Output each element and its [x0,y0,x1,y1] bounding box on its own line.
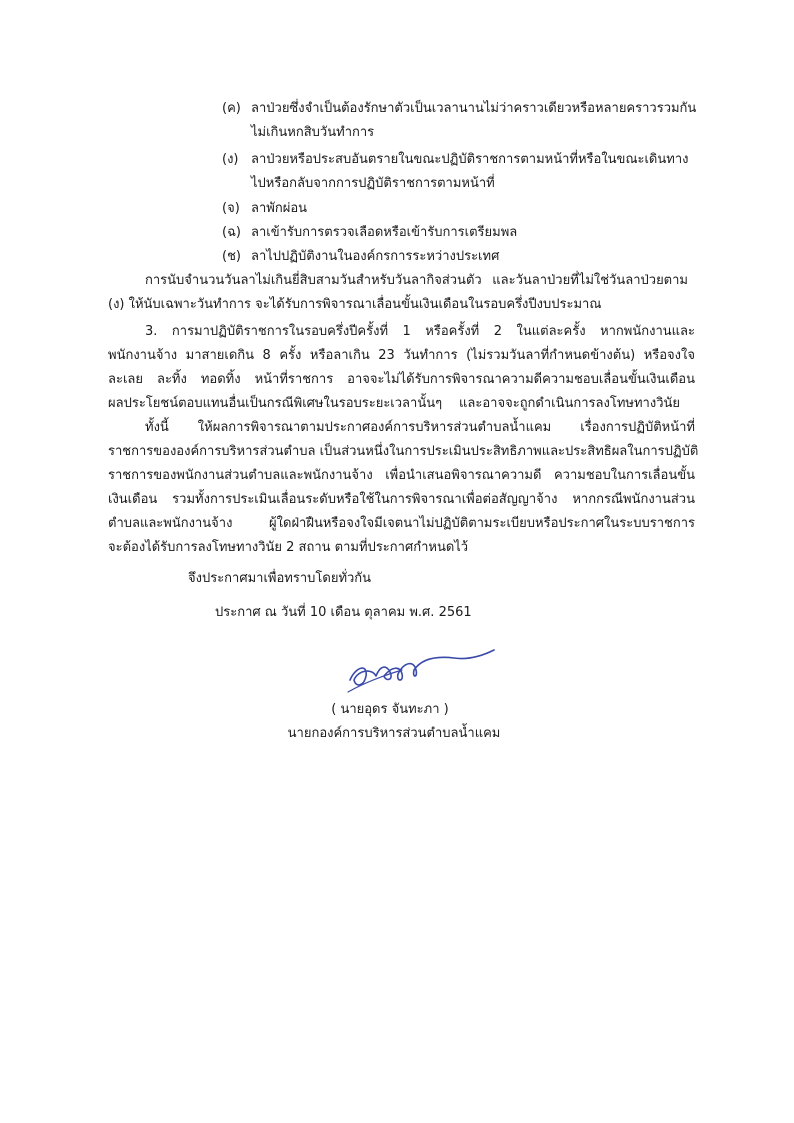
paragraph-3-line4: ผลประโยชน์ตอบแทนอื่นเป็นกรณีพิเศษในรอบระยะเวลานั้นๆ และอาจจะถูกดำเนินการลงโทษทางวินัย [108,396,680,411]
paragraph-count-line1: การนับจำนวนวันลาไม่เกินยี่สิบสามวันสำหรับวันลากิจส่วนตัว และวันลาป่วยที่ไม่ใช่วันลาป่วยตาม [145,273,688,288]
paragraph-count-line2: (ง) ให้นับเฉพาะวันทำการ จะได้รับการพิจารณาเลื่อนขั้นเงินเดือนในรอบครึ่งปีงบประมาณ [108,297,602,312]
announcement-date: ประกาศ ณ วันที่ 10 เดือน ตุลาคม พ.ศ. 2561 [215,605,472,620]
list-marker-cho-chang: (ช) [222,249,241,264]
list-item-cho: ลาพักผ่อน [251,201,308,216]
paragraph-all-line2: ราชการขององค์การบริหารส่วนตำบล เป็นส่วนหนึ่งในการประเมินประสิทธิภาพและประสิทธิผลในการปฏิบัติ [108,444,699,459]
list-item-kho-line2: ไม่เกินหกสิบวันทำการ [251,125,375,140]
signer-title: นายกองค์การบริหารส่วนตำบลน้ำแคม [287,726,501,741]
list-item-kho-line1: ลาป่วยซึ่งจำเป็นต้องรักษาตัวเป็นเวลานานไม่ว่าคราวเดียวหรือหลายคราวรวมกัน [251,101,697,116]
paragraph-all-line3: ราชการของพนักงานส่วนตำบลและพนักงานจ้าง เพื่อนำเสนอพิจารณาความดี ความชอบในการเลื่อนขั้น [108,468,695,483]
list-item-ngo-line2: ไปหรือกลับจากการปฏิบัติราชการตามหน้าที่ [251,176,495,191]
list-item-ngo-line1: ลาป่วยหรือประสบอันตรายในขณะปฏิบัติราชการตามหน้าที่หรือในขณะเดินทาง [251,152,689,167]
paragraph-all-line1: ทั้งนี้ ให้ผลการพิจารณาตามประกาศองค์การบริหารส่วนตำบลน้ำแคม เรื่องการปฏิบัติหน้าที่ [145,420,695,435]
closing-statement: จึงประกาศมาเพื่อทราบโดยทั่วกัน [188,571,372,586]
signer-name: ( นายอุดร จันทะภา ) [331,702,449,717]
handwritten-signature [342,640,502,700]
paragraph-3-line3: ละเลย ละทิ้ง ทอดทิ้ง หน้าที่ราชการ อาจจะไม่ได้รับการพิจารณาความดีความชอบเลื่อนขั้นเงินเดือน [108,372,695,387]
list-marker-ngo: (ง) [222,152,239,167]
paragraph-all-line4: เงินเดือน รวมทั้งการประเมินเลื่อนระดับหรือใช้ในการพิจารณาเพื่อต่อสัญญาจ้าง หากกรณีพนักงานส่วน [108,492,695,507]
list-item-cho-chang: ลาไปปฏิบัติงานในองค์กรการระหว่างประเทศ [251,249,500,264]
list-marker-chho: (ฉ) [222,225,241,240]
paragraph-3-line2: พนักงานจ้าง มาสายเดกิน 8 ครั้ง หรือลาเกิน 23 วันทำการ (ไม่รวมวันลาที่กำหนดข้างต้น) หรือจงใจ [108,348,695,363]
list-marker-cho: (จ) [222,201,240,216]
list-item-chho: ลาเข้ารับการตรวจเลือดหรือเข้ารับการเตรียมพล [251,225,518,240]
list-marker-kho: (ค) [222,101,241,116]
paragraph-all-line5: ตำบลและพนักงานจ้าง ผู้ใดฝ่าฝืนหรือจงใจมีเจตนาไม่ปฏิบัติตามระเบียบหรือประกาศในระบบราชการ [108,516,695,531]
paragraph-3-line1: 3. การมาปฏิบัติราชการในรอบครึ่งปีครั้งที่ 1 หรือครั้งที่ 2 ในแต่ละครั้ง หากพนักงานและ [145,324,695,339]
paragraph-all-line6: จะต้องได้รับการลงโทษทางวินัย 2 สถาน ตามที่ประกาศกำหนดไว้ [108,540,469,555]
